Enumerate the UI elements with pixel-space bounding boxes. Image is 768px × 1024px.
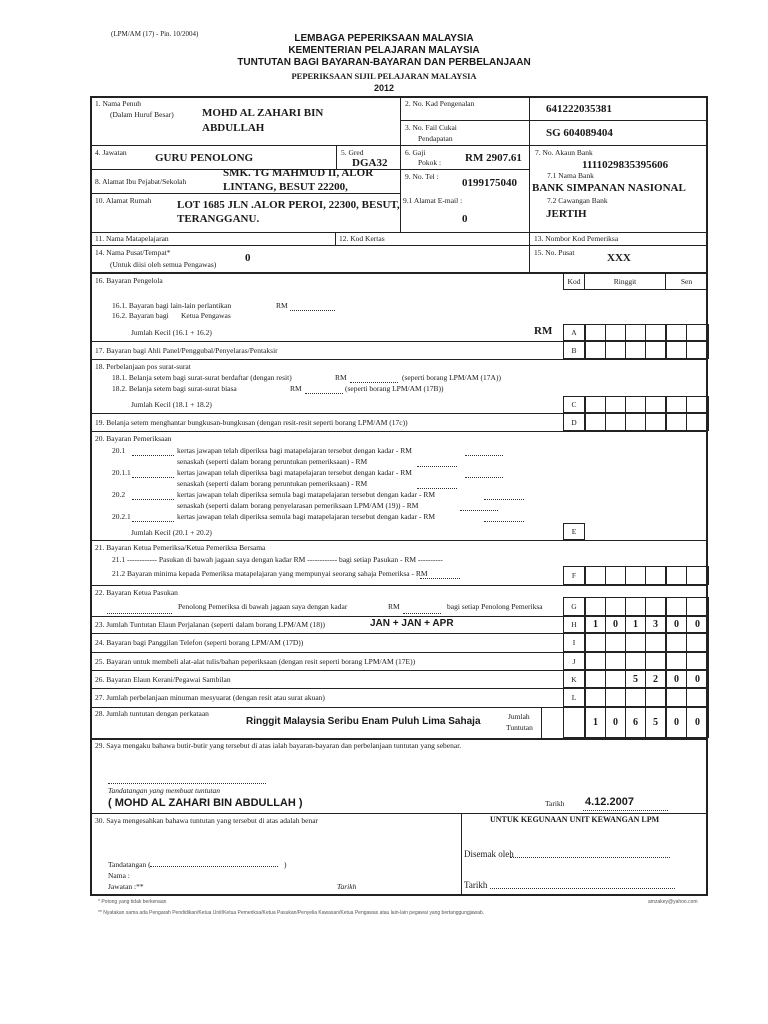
ringgit-digit-f-3[interactable] (645, 566, 666, 585)
header-line-3: TUNTUTAN BAGI BAYARAN-BAYARAN DAN PERBELANJAAN (237, 57, 531, 68)
sen-digit-h-4[interactable]: 0 (665, 616, 687, 633)
item-16-1-rm: RM (276, 301, 288, 310)
item-24-label: 24. Bayaran bagi Panggilan Telefon (seperti borang LPM/AM (17D)) (95, 638, 304, 647)
item-20-2-text-a: kertas jawapan telah diperiksa semula bagi matapelajaran tersebut dengan kadar - RM (177, 490, 436, 499)
full-name-line-2[interactable]: ABDULLAH (202, 122, 265, 134)
item-20-1-qty-field[interactable] (132, 455, 174, 456)
item-20-2-rate-field[interactable] (484, 499, 524, 500)
label-centre-sub: (Untuk diisi oleh semua Pengawas) (110, 260, 217, 269)
item-22-text: Penolong Pemeriksa di bawah jagaan saya dengan kadar (178, 602, 348, 611)
kod-cell-b: B (563, 341, 585, 359)
sen-digit-j-4[interactable] (665, 652, 687, 670)
claim-date-underline (583, 810, 668, 811)
kod-cell-e: E (563, 523, 585, 540)
column-ringgit: Ringgit (584, 273, 666, 290)
item-17-label: 17. Bayaran bagi Ahli Panel/Penggubal/Penyelaras/Pentaksir (95, 346, 278, 355)
ringgit-digit-k-2[interactable]: 5 (625, 670, 646, 688)
item-25-label: 25. Bayaran untuk membeli alat-alat tulis/bahan peperiksaan (dengan resit seperti borang LPM/AM (17E)) (95, 657, 416, 666)
kod-cell-c: C (563, 396, 585, 413)
ringgit-digit-total-0[interactable]: 1 (585, 707, 606, 738)
item-22-rm: RM (388, 602, 400, 611)
sen-digit-l-5[interactable] (686, 688, 709, 707)
item-16-label: 16. Bayaran Pengelola (95, 276, 163, 285)
home-address-line-1[interactable]: LOT 1685 JLN .ALOR PEROI, 22300, BESUT, (177, 199, 400, 211)
item-20-2-text-b: senaskah (seperti dalam borang penyelarasan pemeriksaan LPM/AM (19)) - RM (177, 501, 419, 510)
item-23-label: 23. Jumlah Tuntutan Elaun Perjalanan (seperti dalam borang LPM/AM (18)) (95, 620, 325, 629)
label-ic: 2. No. Kad Pengenalan (405, 99, 475, 108)
claimant-name: ( MOHD AL ZAHARI BIN ABDULLAH ) (108, 797, 303, 809)
sen-digit-i-4[interactable] (665, 633, 687, 652)
bank-name[interactable]: BANK SIMPANAN NASIONAL (532, 182, 686, 194)
item-20-2-qty-field[interactable] (132, 499, 174, 500)
ringgit-digit-total-2[interactable]: 6 (625, 707, 646, 738)
label-centre-name: 14. Nama Pusat/Tempat* (95, 248, 171, 257)
item-20-1-rate-field[interactable] (465, 455, 503, 456)
tel-value[interactable]: 0199175040 (462, 177, 517, 189)
item-20-2-1-text-a: kertas jawapan telah diperiksa semula bagi matapelajaran tersebut dengan kadar - RM (177, 512, 436, 521)
item-20-1-1-text-a: kertas jawapan telah diperiksa bagi matapelajaran tersebut dengan kadar - RM (177, 468, 412, 477)
ringgit-digit-a-3[interactable] (645, 324, 666, 341)
footnote-2: ** Nyatakan sama ada Pengarah Pendidikan/Ketua Unit/Ketua Pemeriksa/Ketua Pasukan/Penyelia Kawasan/Ketua Pengawas atau lain-lain pegawai yang bertanggungjawab. (98, 910, 485, 916)
ic-number[interactable]: 641222035381 (546, 103, 612, 115)
ringgit-digit-g-3[interactable] (645, 597, 666, 616)
tax-number[interactable]: SG 604089404 (546, 127, 613, 139)
column-sen: Sen (665, 273, 708, 290)
item-21-2: 21.2 Bayaran minima kepada Pemeriksa matapelajaran yang mempunyai seorang sahaja Pemeriksa - RM (112, 569, 428, 578)
claim-date[interactable]: 4.12.2007 (585, 796, 634, 808)
ringgit-digit-d-3[interactable] (645, 413, 666, 431)
home-address-line-2[interactable]: TERANGGANU. (177, 213, 260, 225)
ringgit-digit-i-1[interactable] (605, 633, 626, 652)
item-16-subtotal: Jumlah Kecil (16.1 + 16.2) (131, 328, 212, 337)
item-20-2-num: 20.2 (112, 490, 126, 499)
item-18-2: 18.2. Belanja setem bagi surat-surat biasa (112, 384, 237, 393)
ringgit-digit-k-1[interactable] (605, 670, 626, 688)
item-30-label: 30. Saya mengesahkan bahawa tuntutan yang tersebut di atas adalah benar (95, 816, 319, 825)
item-20-2-amount-field[interactable] (460, 510, 498, 511)
item-18-1-amount-field[interactable] (350, 382, 398, 383)
item-18-label: 18. Perbelanjaan pos surat-surat (95, 362, 191, 371)
ringgit-digit-g-1[interactable] (605, 597, 626, 616)
ringgit-digit-h-2[interactable]: 1 (625, 616, 646, 633)
label-tax-sub: Pendapatan (418, 134, 453, 143)
ringgit-digit-f-2[interactable] (625, 566, 646, 585)
label-jawatan: 4. Jawatan (95, 148, 127, 157)
label-gaji: 6. Gaji (405, 148, 426, 157)
item-28-words[interactable]: Ringgit Malaysia Seribu Enam Puluh Lima Sahaja (246, 716, 481, 727)
jawatan-value[interactable]: GURU PENOLONG (155, 152, 254, 164)
certifier-signature-close: ) (284, 860, 287, 869)
office-address-line-2[interactable]: LINTANG, BESUT 22200, (223, 181, 348, 193)
ringgit-digit-h-0[interactable]: 1 (585, 616, 606, 633)
item-20-1-amount-field[interactable] (417, 466, 457, 467)
label-tax: 3. No. Fail Cukai (405, 123, 457, 132)
sen-digit-h-5[interactable]: 0 (686, 616, 709, 633)
reviewed-by-label: Disemak oleh (464, 849, 514, 859)
item-18-2-amount-field[interactable] (305, 393, 343, 394)
label-subject: 11. Nama Matapelajaran (95, 234, 169, 243)
ringgit-digit-d-2[interactable] (625, 413, 646, 431)
ringgit-digit-l-1[interactable] (605, 688, 626, 707)
office-address-line-1[interactable]: SMK. TG MAHMUD II, ALOR (223, 167, 374, 179)
ringgit-digit-j-2[interactable] (625, 652, 646, 670)
ringgit-digit-b-0[interactable] (585, 341, 606, 359)
item-20-1-num: 20.1 (112, 446, 126, 455)
bank-account[interactable]: 1111029835395606 (582, 159, 669, 171)
ringgit-digit-total-3[interactable]: 5 (645, 707, 666, 738)
item-20-2-1-num: 20.2.1 (112, 512, 131, 521)
finance-date-label: Tarikh (464, 880, 488, 890)
ringgit-digit-j-0[interactable] (585, 652, 606, 670)
ringgit-digit-c-2[interactable] (625, 396, 646, 413)
exam-year: 2012 (373, 83, 395, 93)
ringgit-digit-c-3[interactable] (645, 396, 666, 413)
form-reference: (LPM/AM (17) - Pin. 10/2004) (111, 30, 199, 38)
kod-cell-j: J (563, 652, 585, 670)
column-kod: Kod (563, 273, 585, 290)
sen-digit-b-4[interactable] (665, 341, 687, 359)
ringgit-digit-l-0[interactable] (585, 688, 606, 707)
item-16-1-amount-field[interactable] (290, 310, 335, 311)
ringgit-digit-g-2[interactable] (625, 597, 646, 616)
item-16-1: 16.1. Bayaran bagi lain-lain perlantikan (112, 301, 232, 310)
kod-cell-d: D (563, 413, 585, 431)
item-26-label: 26. Bayaran Elaun Kerani/Pegawai Sambilan (95, 675, 231, 684)
sen-digit-c-4[interactable] (665, 396, 687, 413)
item-22-rate-field[interactable] (403, 613, 441, 614)
item-20-1-1-rate-field[interactable] (465, 477, 503, 478)
centre-no-value[interactable]: XXX (607, 252, 631, 264)
item-20-1-text-a: kertas jawapan telah diperiksa bagi matapelajaran tersebut dengan kadar - RM (177, 446, 412, 455)
sen-digit-c-5[interactable] (686, 396, 709, 413)
ringgit-digit-a-1[interactable] (605, 324, 626, 341)
item-18-1-rm: RM (335, 373, 347, 382)
kod-cell-i: I (563, 633, 585, 652)
label-tel: 9. No. Tel : (405, 172, 439, 181)
kod-cell-k: K (563, 670, 585, 688)
ringgit-digit-b-3[interactable] (645, 341, 666, 359)
item-18-1-note: (seperti borang LPM/AM (17A)) (402, 373, 501, 382)
item-21-label: 21. Bayaran Ketua Pemeriksa/Ketua Pemeriksa Bersama (95, 543, 266, 552)
label-examiner-code: 13. Nombor Kod Pemeriksa (534, 234, 619, 243)
ringgit-digit-l-2[interactable] (625, 688, 646, 707)
full-name-line-1[interactable]: MOHD AL ZAHARI BIN (202, 107, 324, 119)
certifier-date-label: Tarikh (337, 882, 357, 891)
item-28-jumlah: Jumlah (508, 712, 530, 721)
sen-digit-a-5[interactable] (686, 324, 709, 341)
item-18-1: 18.1. Belanja setem bagi surat-surat berdaftar (dengan resit) (112, 373, 292, 382)
sen-digit-k-4[interactable]: 0 (665, 670, 687, 688)
label-home-address: 10. Alamat Rumah (95, 196, 152, 205)
item-23-months[interactable]: JAN + JAN + APR (370, 618, 454, 629)
sen-digit-j-5[interactable] (686, 652, 709, 670)
item-16-rm: RM (534, 325, 553, 337)
item-20-1-1-num: 20.1.1 (112, 468, 131, 477)
claimant-signature-field[interactable] (108, 783, 266, 784)
sen-digit-g-5[interactable] (686, 597, 709, 616)
date-label: Tarikh (545, 799, 565, 808)
sen-digit-d-5[interactable] (686, 413, 709, 431)
item-19-label: 19. Belanja setem menghantar bungkusan-bungkusan (dengan resit-resit seperti borang LPM/AM (17c)) (95, 418, 408, 427)
item-20-subtotal: Jumlah Kecil (20.1 + 20.2) (131, 528, 212, 537)
sen-digit-d-4[interactable] (665, 413, 687, 431)
gred-value[interactable]: DGA32 (352, 157, 388, 169)
item-16-2-ketua: Ketua Pengawas (181, 311, 231, 320)
certifier-signature-field[interactable] (150, 866, 278, 867)
gaji-value[interactable]: RM 2907.61 (465, 152, 522, 164)
ringgit-digit-a-2[interactable] (625, 324, 646, 341)
label-bank-branch: 7.2 Cawangan Bank (547, 196, 608, 205)
exam-title: PEPERIKSAAN SIJIL PELAJARAN MALAYSIA (291, 71, 477, 81)
item-20-1-1-qty-field[interactable] (132, 477, 174, 478)
ringgit-digit-b-2[interactable] (625, 341, 646, 359)
label-email: 9.1 Alamat E-mail : (403, 196, 463, 205)
email-value[interactable]: 0 (462, 213, 468, 225)
sen-digit-f-5[interactable] (686, 566, 709, 585)
ringgit-digit-g-0[interactable] (585, 597, 606, 616)
footnote-1: * Potong yang tidak berkenaan (98, 899, 167, 905)
label-gred: 5. Gred (341, 148, 364, 157)
sen-digit-f-4[interactable] (665, 566, 687, 585)
label-centre-no: 15. No. Pusat (534, 248, 575, 257)
ringgit-digit-total-1[interactable]: 0 (605, 707, 626, 738)
finance-date-field[interactable] (490, 888, 675, 889)
item-21-1: 21.1 ------------ Pasukan di bawah jagaan saya dengan kadar RM ------------ bagi setiap Pasukan - RM ---------- (112, 555, 443, 564)
item-20-1-1-text-b: senaskah (seperti dalam borang peruntukan pemeriksaan) - RM (177, 479, 368, 488)
ringgit-digit-b-1[interactable] (605, 341, 626, 359)
sen-digit-total-4[interactable]: 0 (665, 707, 687, 738)
item-16-2: 16.2. Bayaran bagi (112, 311, 169, 320)
kod-cell-g: G (563, 597, 585, 616)
ringgit-digit-c-1[interactable] (605, 396, 626, 413)
item-28-label: 28. Jumlah tuntutan dengan perkataan (95, 709, 209, 718)
ringgit-digit-d-1[interactable] (605, 413, 626, 431)
item-20-2-1-qty-field[interactable] (132, 521, 174, 522)
ringgit-digit-j-1[interactable] (605, 652, 626, 670)
footer-email: amzakey@yahoo.com (648, 899, 698, 905)
label-bank-acc: 7. No. Akaun Bank (535, 148, 593, 157)
sen-digit-i-5[interactable] (686, 633, 709, 652)
certifier-position-label: Jawatan :** (108, 882, 144, 891)
sen-digit-l-4[interactable] (665, 688, 687, 707)
header-line-2: KEMENTERIAN PELAJARAN MALAYSIA (288, 45, 480, 56)
centre-name-value[interactable]: 0 (245, 252, 251, 264)
sen-digit-g-4[interactable] (665, 597, 687, 616)
finance-unit-title: UNTUK KEGUNAAN UNIT KEWANGAN LPM (490, 815, 660, 824)
header-line-1: LEMBAGA PEPERIKSAAN MALAYSIA (294, 33, 474, 44)
certifier-signature-label: Tandatangan ( (108, 860, 151, 869)
label-office-address: 8. Alamat Ibu Pejabat/Sekolah (95, 177, 187, 186)
label-nama-penuh: 1. Nama Penuh (95, 99, 142, 108)
ringgit-digit-k-3[interactable]: 2 (645, 670, 666, 688)
kod-cell-f: F (563, 566, 585, 585)
ringgit-digit-c-0[interactable] (585, 396, 606, 413)
item-22-text-b: bagi setiap Penolong Pemeriksa (447, 602, 543, 611)
sen-digit-a-4[interactable] (665, 324, 687, 341)
sen-digit-b-5[interactable] (686, 341, 709, 359)
ringgit-digit-i-2[interactable] (625, 633, 646, 652)
kod-cell-total (563, 707, 585, 738)
label-gaji-pokok: Pokok : (418, 158, 442, 167)
item-18-2-note: (seperti borang LPM/AM (17B)) (345, 384, 444, 393)
item-27-label: 27. Jumlah perbelanjaan minuman mesyuarat (dengan resit atau surat akuan) (95, 693, 325, 702)
item-20-2-1-rate-field[interactable] (484, 521, 524, 522)
ringgit-digit-i-3[interactable] (645, 633, 666, 652)
label-huruf-besar: (Dalam Huruf Besar) (110, 110, 174, 119)
item-18-subtotal: Jumlah Kecil (18.1 + 18.2) (131, 400, 212, 409)
signature-caption: Tandatangan yang membuat tuntutan (108, 786, 221, 795)
item-29-label: 29. Saya mengaku bahawa butir-butir yang tersebut di atas ialah bayaran-bayaran dan perbelanjaan tuntutan yang sebenar. (95, 741, 462, 750)
label-bank-name: 7.1 Nama Bank (547, 171, 594, 180)
sen-digit-total-5[interactable]: 0 (686, 707, 709, 738)
item-20-1-1-amount-field[interactable] (417, 488, 457, 489)
item-22-qty-field[interactable] (107, 613, 172, 614)
label-paper-code: 12. Kod Kertas (339, 234, 385, 243)
kod-cell-h: H (563, 616, 585, 633)
ringgit-digit-h-3[interactable]: 3 (645, 616, 666, 633)
reviewed-by-field[interactable] (510, 857, 670, 858)
ringgit-digit-j-3[interactable] (645, 652, 666, 670)
item-20-label: 20. Bayaran Pemeriksaan (95, 434, 172, 443)
ringgit-digit-l-3[interactable] (645, 688, 666, 707)
item-18-2-rm: RM (290, 384, 302, 393)
ringgit-digit-k-0[interactable] (585, 670, 606, 688)
ringgit-digit-a-0[interactable] (585, 324, 606, 341)
item-22-label: 22. Bayaran Ketua Pasukan (95, 588, 178, 597)
ringgit-digit-f-0[interactable] (585, 566, 606, 585)
ringgit-digit-d-0[interactable] (585, 413, 606, 431)
ringgit-digit-h-1[interactable]: 0 (605, 616, 626, 633)
ringgit-digit-f-1[interactable] (605, 566, 626, 585)
kod-cell-l: L (563, 688, 585, 707)
item-28-tuntutan: Tuntutan (506, 723, 533, 732)
bank-branch[interactable]: JERTIH (546, 208, 587, 220)
certifier-name-label: Nama : (108, 871, 130, 880)
kod-cell-a: A (563, 324, 585, 341)
item-21-2-amount-field[interactable] (420, 578, 460, 579)
ringgit-digit-i-0[interactable] (585, 633, 606, 652)
item-20-1-text-b: senaskah (seperti dalam borang peruntukan pemeriksaan) - RM (177, 457, 368, 466)
sen-digit-k-5[interactable]: 0 (686, 670, 709, 688)
